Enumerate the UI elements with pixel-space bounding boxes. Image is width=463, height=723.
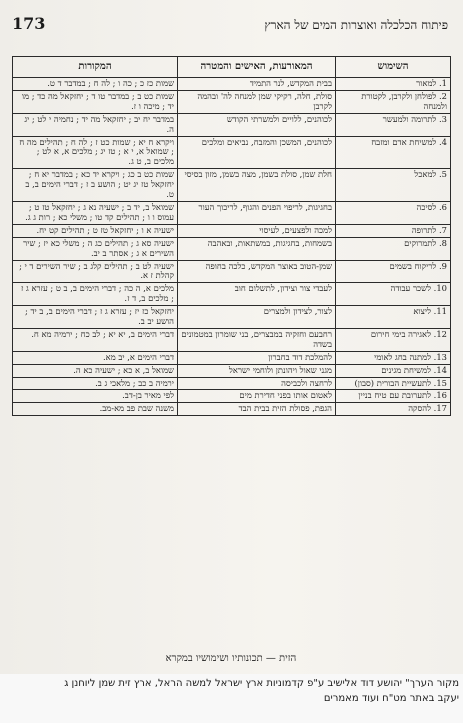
cell-desc: בשמחות, בחגיגות, במשתאות, ובאהבה (178, 237, 336, 260)
cell-sources: ישעיה א ו ; יחזקאל טז ט ; תהילים קט יח. (13, 224, 178, 237)
table-body (13, 78, 451, 416)
cell-desc: לכוהנים, המשכן והמזבח, נביאים ומלכים (178, 136, 336, 169)
cell-sources: דברי הימים א, יב מא. (13, 351, 178, 364)
olive-uses-table (12, 56, 451, 416)
cell-sources: שמות כז כ ; כה ו ; לה ח ; במדבר ד ט. (13, 78, 178, 91)
cell-use: 3. לתרומה ולמעשר (336, 113, 451, 136)
cell-desc: רחבעם וחזקיה במבצרים, בני שומרון במטמונים בשדה (178, 328, 336, 351)
cell-sources: יחזקאל כז יז ; עזרא ג ז ; דברי הימים ב, ב יד ; הושע יב ב. (13, 306, 178, 329)
column-header-use: השימוש (336, 57, 451, 78)
table-row (13, 377, 451, 390)
cell-use: 4. למשיחת אדם ומזבח (336, 136, 451, 169)
cell-sources: לפי מאיר בן-דב. (13, 390, 178, 403)
cell-desc: לכוהנים, ללויים ולמשרתי הקודש (178, 113, 336, 136)
cell-sources: שמואל ב, א כא ; ישעיה כא ה. (13, 364, 178, 377)
cell-desc: למכה ולפצעים, לעיסוי (178, 224, 336, 237)
table-header-row (13, 57, 451, 78)
table-row (13, 237, 451, 260)
cell-use: 5. למאכל (336, 169, 451, 202)
cell-use: 15. לתעשיית הבורית (סבון) (336, 377, 451, 390)
cell-sources: ישעיה לט ב ; תהילים קלג ב ; שיר השירים ד י ; קהלת ז א. (13, 260, 178, 283)
table-row (13, 306, 451, 329)
column-header-sources: המקורות (13, 57, 178, 78)
table-row (13, 78, 451, 91)
table-row (13, 351, 451, 364)
source-footer (0, 674, 463, 723)
table-row (13, 136, 451, 169)
cell-desc: חלת שמן, סולת בשמן, מצה בשמן, מזון בסיסי (178, 169, 336, 202)
cell-desc: לאטום אותו בפני חדירת מים (178, 390, 336, 403)
page-number: 173 (12, 14, 46, 33)
page-header (12, 14, 448, 38)
table-row (13, 90, 451, 113)
cell-desc: סולת, חלה, רקיקי שמן למנחה לה' ובהמה לקרבן (178, 90, 336, 113)
cell-use: 6. לסיכה (336, 201, 451, 224)
cell-use: 12. לאגירה בימי חירום (336, 328, 451, 351)
table-row (13, 169, 451, 202)
cell-sources: ירמיה ב כב ; מלאכי ג ב. (13, 377, 178, 390)
cell-desc: בחגיגות, לריפוי הפנים והגוף, לריכוך העור (178, 201, 336, 224)
table-row (13, 260, 451, 283)
cell-desc: בבית המקדש, לנר התמיד (178, 78, 336, 91)
cell-desc: לעבדי צור וצידון, לתשלום חוב (178, 283, 336, 306)
cell-desc: שמן-הטוב באוצר המקדש, כלכה בחופה (178, 260, 336, 283)
column-header-desc: המאורעות, האישים והמטרה (178, 57, 336, 78)
cell-use: 11. ליצוא (336, 306, 451, 329)
cell-use: 10. לשכר עבודה (336, 283, 451, 306)
table-row (13, 364, 451, 377)
cell-desc: להמלכת דוד בחברון (178, 351, 336, 364)
table-row (13, 403, 451, 416)
cell-sources: ישעיה סא ג ; תהילים כג ה ; משלי כא יז ; שיר השירים א ג ; אסתר ב יב. (13, 237, 178, 260)
table-row (13, 224, 451, 237)
cell-use: 17. להסקה (336, 403, 451, 416)
cell-use: 14. למשיחת מגינים (336, 364, 451, 377)
cell-sources: מלכים א, ה כה ; דברי הימים ב, ב ט ; עזרא ג ז ; מלכים ב, ד ז. (13, 283, 178, 306)
cell-sources: שמואל ב, יד ב ; ישעיה נא ג ; יחזקאל טז ט ; עמוס ו ו ; תהילים קד טו ; משלי כא ; רות ג ג. (13, 201, 178, 224)
cell-use: 7. לתרופה (336, 224, 451, 237)
running-title: פיתוח הכלכלה ואוצרות המים של הארץ (264, 18, 448, 32)
cell-desc: מגני שאול ויהונתן ולוחמי ישראל (178, 364, 336, 377)
table-row (13, 113, 451, 136)
cell-use: 16. לתערובת עם טיח בניין (336, 390, 451, 403)
table-caption: הזית — תכונותיו ושימושיו במקרא (165, 653, 297, 664)
cell-sources: ויקרא ח יא ; שמות כט ז ; לה ח ; תהילים מה ח ; שמואל א, י א ; טז יג ; מלכים א, א לט ; מלכים ב, ט ג. (13, 136, 178, 169)
cell-use: 2. לפולחן ולקרבן, לקטורת ולמנחה (336, 90, 451, 113)
footer-line-1: מקור הערך" יהושע דוד אלישיב ע"פ קדמוניות ארץ ישראל למשה הראל, ארץ זית שמן ליוחנן ג (64, 678, 459, 689)
table-row (13, 283, 451, 306)
table-row (13, 390, 451, 403)
cell-sources: משנה שבת פב מא-מב. (13, 403, 178, 416)
cell-use: 9. לריקוח בשמים (336, 260, 451, 283)
cell-sources: במדבר יח יב ; יחזקאל מה יד ; נחמיה י לט ; יג ה. (13, 113, 178, 136)
cell-use: 1. למאור (336, 78, 451, 91)
cell-desc: לרחצה ולכביסה (178, 377, 336, 390)
footer-line-2: יעקב באתר מט"ח ועוד מאמרים (323, 693, 459, 704)
table-row (13, 201, 451, 224)
cell-sources: דברי הימים ב, יא יא ; לב כח ; ירמיה מא ח. (13, 328, 178, 351)
cell-sources: שמות כט ב ; במדבר טו ד ; יחזקאל מה כד ; מו יד ; מיכה ו ז. (13, 90, 178, 113)
cell-use: 8. לתמרוקים (336, 237, 451, 260)
cell-desc: הגפת, פסולת הזית בבית הבד (178, 403, 336, 416)
cell-desc: לצור, לצידון ולמצרים (178, 306, 336, 329)
cell-use: 13. למתנה בחג לאומי (336, 351, 451, 364)
table-row (13, 328, 451, 351)
cell-sources: שמות כט ב כג ; ויקרא יד כא ; במדבר יא ח ; יחזקאל טז יג יט ; הושע ב ז ; דברי הימים ב, ב ט. (13, 169, 178, 202)
